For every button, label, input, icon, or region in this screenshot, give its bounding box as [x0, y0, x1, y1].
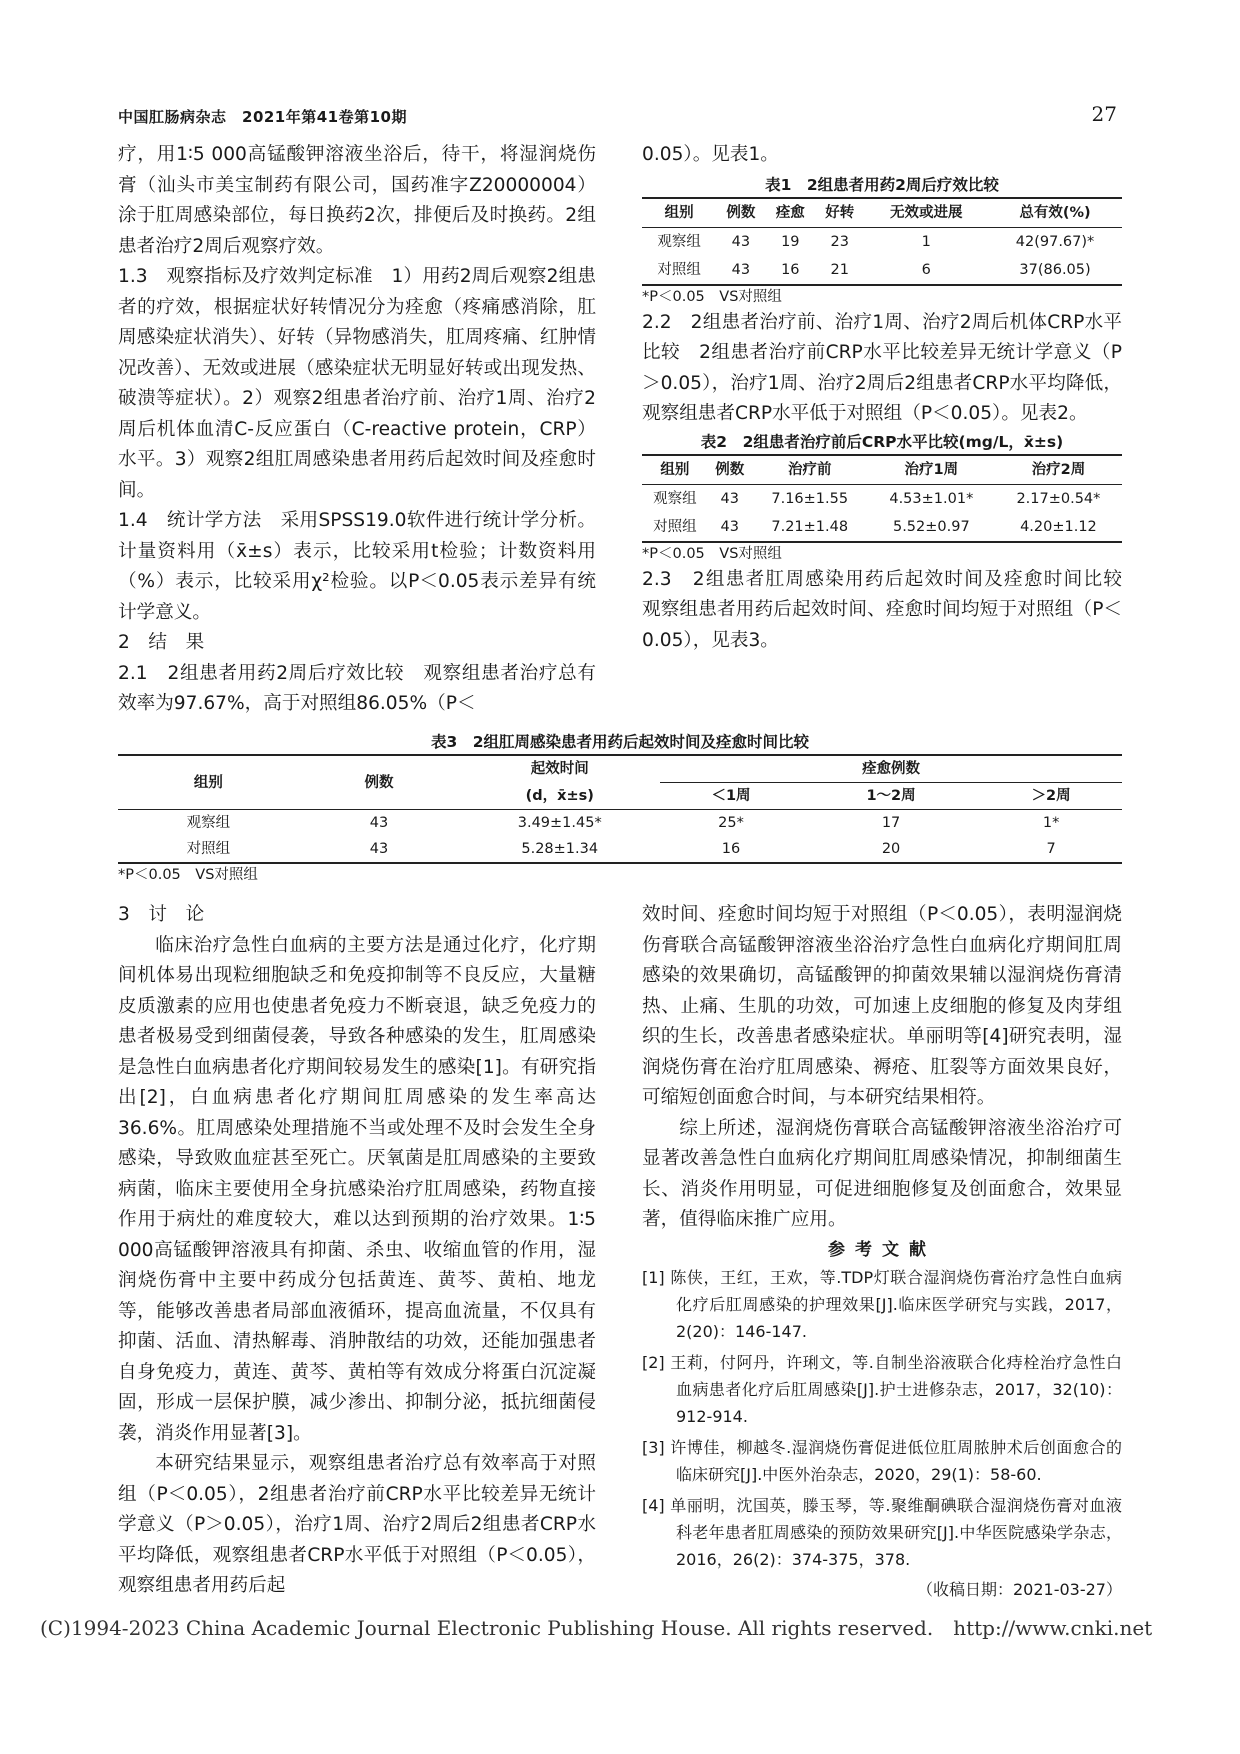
table-3-col-header: ＞2周	[1031, 788, 1071, 804]
table-row	[642, 484, 1122, 513]
table-2-col-header: 组别	[660, 461, 690, 478]
table-cell: 观察组	[186, 815, 231, 831]
table-2-col-header: 例数	[715, 461, 745, 478]
table-1-note: *P＜0.05 VS对照组	[642, 288, 782, 305]
table-2-grid	[642, 456, 1122, 541]
table-2-header-row	[642, 456, 1122, 485]
table-row	[642, 256, 1122, 284]
table-1-col-header: 好转	[825, 204, 855, 221]
conclusion-paragraph: 综上所述，湿润烧伤膏联合高锰酸钾溶液坐浴治疗可显著改善急性白血病化疗期间肛周感染情况，抑制细菌生长、消炎作用明显，可促进细胞修复及创面愈合，效果显著，值得临床推广应用。	[642, 1117, 1122, 1230]
table-3	[118, 730, 1122, 886]
discussion-heading: 3 讨 论	[118, 904, 205, 925]
table-3-col-header: 起效时间	[530, 761, 589, 778]
table-cell: 43	[369, 841, 389, 857]
table-cell: 43	[369, 815, 389, 831]
table-3-caption: 表3 2组肛周感染患者用药后起效时间及痊愈时间比较	[430, 733, 810, 751]
section-2-1: 2.1 2组患者用药2周后疗效比较 观察组患者治疗总有效率为97.67%，高于对照组86.05%（P＜	[118, 662, 596, 714]
table-cell: 4.53±1.01*	[889, 490, 974, 507]
table-cell: 43	[720, 490, 739, 507]
section-2-3: 2.3 2组患者肛周感染用药后起效时间及痊愈时间比较 观察组患者用药后起效时间、痊愈时间均短于对照组（P＜0.05），见表3。	[642, 568, 1141, 651]
section-1-4: 1.4 统计学方法 采用SPSS19.0软件进行统计学分析。计量资料用（x̄±s）表示，比较采用t检验；计数资料用（%）表示，比较采用χ²检验。以P＜0.05表示差异有统计学意义。	[118, 510, 596, 623]
table-row	[118, 836, 1122, 862]
table-2-caption: 表2 2组患者治疗前后CRP水平比较(mg/L，x̄±s)	[700, 432, 1064, 451]
table-1-col-header: 总有效(%)	[1019, 204, 1091, 221]
table-1-col-header: 痊愈	[775, 204, 805, 221]
table-cell: 对照组	[653, 518, 697, 535]
table-cell: 5.52±0.97	[892, 518, 970, 535]
table-3-col-header: (d，x̄±s)	[525, 787, 594, 804]
table-cell: 43	[720, 518, 739, 535]
table-cell: 3.49±1.45*	[517, 815, 602, 831]
table-cell: 7.21±1.48	[771, 518, 849, 535]
table-cell: 16	[781, 261, 800, 278]
method-paragraph: 疗，用1∶5 000高锰酸钾溶液坐浴后，待干，将湿润烧伤膏（汕头市美宝制药有限公司，国药准字Z20000004）涂于肛周感染部位，每日换药2次，排便后及时换药。2组患者治疗2周后观察疗效。	[118, 144, 596, 257]
references-list	[642, 1264, 1122, 1573]
table-cell: 6	[921, 261, 931, 278]
table-cell: 观察组	[653, 490, 697, 507]
table-3-note: *P＜0.05 VS对照组	[118, 867, 258, 883]
table-cell: 4.20±1.12	[1020, 518, 1097, 535]
table-3-col-header: 痊愈例数	[660, 756, 1122, 783]
table-cell: 2.17±0.54*	[1016, 490, 1101, 507]
table-2	[642, 430, 1122, 565]
table-cell: 20	[881, 841, 901, 857]
table-cell: 1	[921, 233, 931, 250]
references-title: 参考文献	[828, 1239, 936, 1260]
table-1-header-row	[642, 199, 1122, 228]
table-1-col-header: 例数	[726, 204, 756, 221]
left-column-top	[118, 140, 596, 720]
table-row	[642, 513, 1122, 541]
journal-header: 中国肛肠病杂志 2021年第41卷第10期	[118, 108, 407, 126]
discussion-paragraph-2: 本研究结果显示，观察组患者治疗总有效率高于对照组（P＜0.05），2组患者治疗前CRP水平比较差异无统计学意义（P＞0.05），治疗1周、治疗2周后2组患者CRP水平均降低，观察组患者CRP水平低于对照组（P＜0.05），观察组患者用药后起	[118, 1453, 596, 1596]
table-cell: 43	[731, 261, 751, 278]
table-cell: 21	[830, 261, 849, 278]
section-2-2: 2.2 2组患者治疗前、治疗1周、治疗2周后机体CRP水平比较 2组患者治疗前CRP水平比较差异无统计学意义（P＞0.05），治疗1周、治疗2周后2组患者CRP水平均降低，观察组患者CRP水平低于对照组（P＜0.05）。见表2。	[642, 311, 1122, 424]
table-cell: 43	[731, 233, 751, 250]
table-cell: 对照组	[657, 261, 701, 278]
table-1-col-header: 组别	[664, 204, 694, 221]
table-cell: 17	[881, 815, 901, 831]
table-3-col-header: ＜1周	[711, 788, 751, 804]
left-column-bottom	[118, 900, 596, 1602]
table-row	[118, 810, 1122, 837]
table-2-col-header: 治疗2周	[1031, 461, 1086, 478]
table-2-col-header: 治疗1周	[904, 461, 959, 478]
table-cell: 5.28±1.34	[521, 841, 599, 857]
table-1-col-header: 无效或进展	[890, 204, 963, 221]
reference-item: [1] 陈侠，王红，王欢，等.TDP灯联合湿润烧伤膏治疗急性白血病化疗后肛周感染的护理效果[J].临床医学研究与实践，2017，2(20)：146-147.	[642, 1267, 1122, 1341]
reference-item: [4] 单丽明，沈国英，滕玉琴，等.聚维酮碘联合湿润烧伤膏对血液科老年患者肛周感染的预防效果研究[J].中华医院感染学杂志，2016，26(2)：374-375，378.	[642, 1495, 1122, 1569]
table-cell: 观察组	[657, 233, 701, 250]
table-cell: 25*	[718, 815, 744, 831]
section-2-heading: 2 结 果	[118, 632, 205, 653]
results-continuation: 0.05）。见表1。	[642, 144, 779, 165]
discussion-paragraph-1: 临床治疗急性白血病的主要方法是通过化疗，化疗期间机体易出现粒细胞缺乏和免疫抑制等不良反应，大量糖皮质激素的应用也使患者免疫力不断衰退，缺乏免疫力的患者极易受到细菌侵袭，导致各种感染的发生，肛周感染是急性白血病患者化疗期间较易发生的感染[1]。有研究指出[2]，白血病患者化疗期间肛周感染的发生率高达36.6%。肛周感染处理措施不当或处理不及时会发生全身感染，导致败血症甚至死亡。厌氧菌是肛周感染的主要致病菌，临床主要使用全身抗感染治疗肛周感染，药物直接作用于病灶的难度较大，难以达到预期的治疗效果。1∶5 000高锰酸钾溶液具有抑菌、杀虫、收缩血管的作用，湿润烧伤膏中主要中药成分包括黄连、黄芩、黄柏、地龙等，能够改善患者局部血液循环，提高血流量，不仅具有抑菌、活血、清热解毒、消肿散结的功效，还能加强患者自身免疫力，黄连、黄芩、黄柏等有效成分将蛋白沉淀凝固，形成一层保护膜，减少渗出、抑制分泌，抵抗细菌侵袭，消炎作用显著[3]。	[118, 934, 596, 1444]
section-1-3: 1.3 观察指标及疗效判定标准 1）用药2周后观察2组患者的疗效，根据症状好转情况分为痊愈（疼痛感消除，肛周感染症状消失）、好转（异物感消失，肛周疼痛、红肿情况改善）、无效或进展（感染症状无明显好转或出现发热、破溃等症状）。2）观察2组患者治疗前、治疗1周、治疗2周后机体血清C-反应蛋白（C-reactive protein，CRP）水平。3）观察2组肛周感染患者用药后起效时间及痊愈时间。	[118, 266, 596, 501]
table-row	[642, 227, 1122, 256]
table-3-col-header: 组别	[193, 774, 223, 791]
table-1-caption: 表1 2组患者用药2周后疗效比较	[765, 175, 999, 194]
table-3-grid	[118, 756, 1122, 862]
table-1	[642, 173, 1122, 308]
table-cell: 7.16±1.55	[771, 490, 849, 507]
table-3-col-header: 例数	[364, 774, 394, 791]
table-cell: 16	[721, 841, 741, 857]
reference-item: [2] 王莉，付阿丹，许琍文，等.自制坐浴液联合化痔栓治疗急性白血病患者化疗后肛周感染[J].护士进修杂志，2017，32(10)：912-914.	[642, 1352, 1122, 1426]
table-3-col-header: 1～2周	[866, 788, 916, 804]
table-cell: 23	[830, 233, 849, 250]
table-cell: 1*	[1042, 815, 1060, 831]
table-cell: 7	[1046, 841, 1056, 857]
received-date: （收稿日期：2021-03-27）	[917, 1579, 1122, 1599]
right-column-top	[642, 140, 1141, 656]
table-cell: 42(97.67)*	[1015, 233, 1095, 250]
table-2-note: *P＜0.05 VS对照组	[642, 545, 782, 562]
reference-item: [3] 许博佳，柳越冬.湿润烧伤膏促进低位肛周脓肿术后创面愈合的临床研究[J].中医外治杂志，2020，29(1)：58-60.	[642, 1437, 1122, 1484]
table-2-col-header: 治疗前	[787, 461, 832, 478]
table-cell: 37(86.05)	[1019, 261, 1091, 278]
right-column-bottom	[642, 900, 1122, 1603]
table-cell: 19	[781, 233, 800, 250]
discussion-paragraph-3: 效时间、痊愈时间均短于对照组（P＜0.05），表明湿润烧伤膏联合高锰酸钾溶液坐浴治疗急性白血病化疗期间肛周感染的效果确切，高锰酸钾的抑菌效果辅以湿润烧伤膏清热、止痛、生肌的功效，可加速上皮细胞的修复及肉芽组织的生长，改善患者感染症状。单丽明等[4]研究表明，湿润烧伤膏在治疗肛周感染、褥疮、肛裂等方面效果良好，可缩短创面愈合时间，与本研究结果相符。	[642, 904, 1122, 1108]
copyright-footer: (C)1994-2023 China Academic Journal Electronic Publishing House. All rights reserved. http://www.cnki.net	[40, 1616, 1153, 1640]
table-cell: 对照组	[186, 841, 231, 857]
page-number: 27	[1091, 102, 1117, 126]
table-1-grid	[642, 199, 1122, 284]
